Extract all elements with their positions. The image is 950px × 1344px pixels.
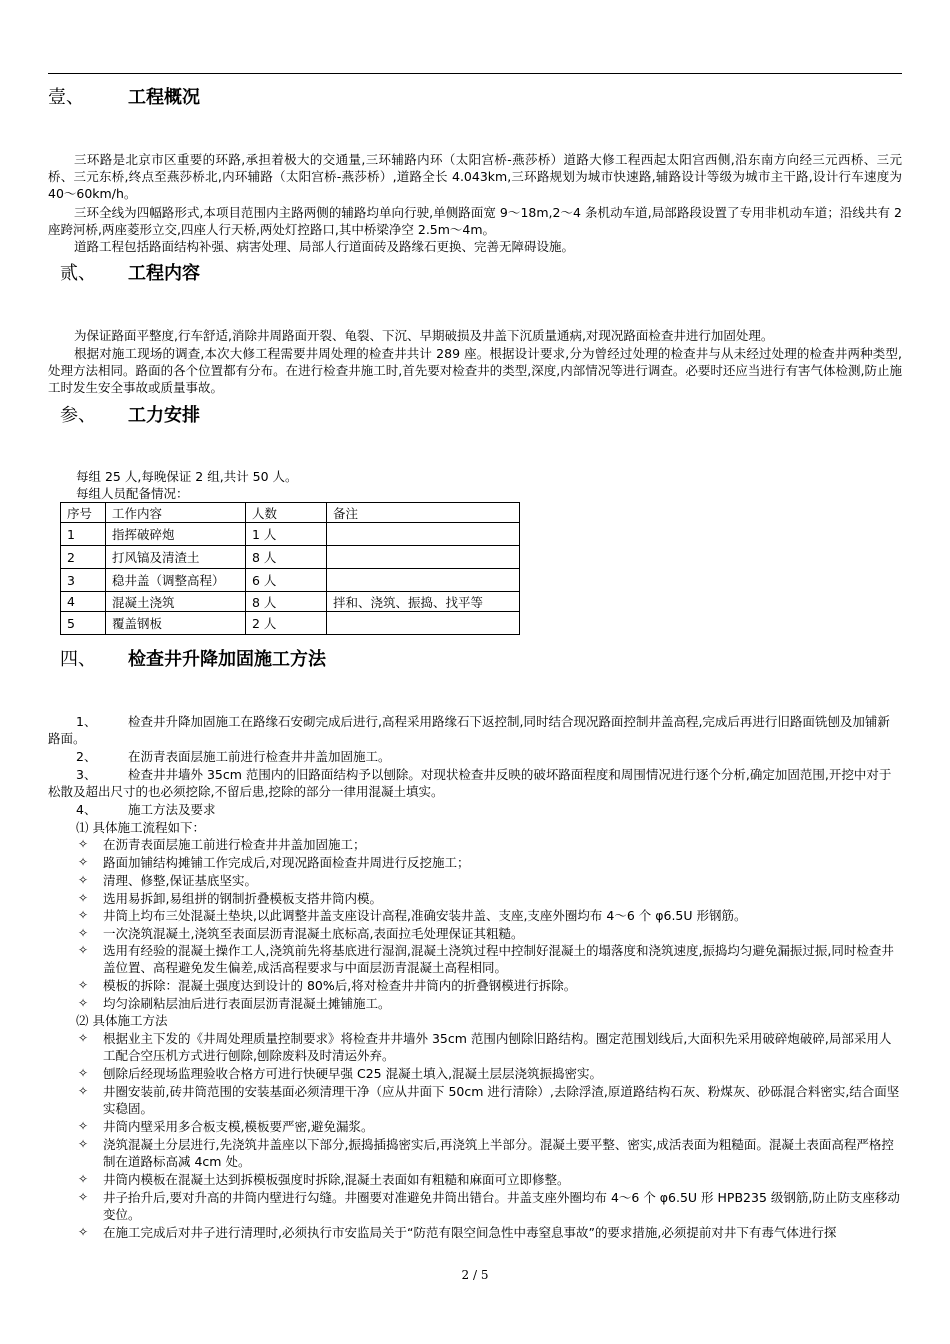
bullet-text: 井子抬升后,要对升高的井筒内壁进行勾缝。井圈要对准避免井筒出错台。井盖支座外圈均布 4～6 个 φ6.5U 形 HPB235 级钢筋,防止防支座移动变位。 <box>103 1190 900 1222</box>
bullet-text: 在沥青表面层施工前进行检查井井盖加固施工； <box>103 837 366 852</box>
paragraph: 三环全线为四幅路形式,本项目范围内主路两侧的辅路均单向行驶,单侧路面宽 9～18m,2～4 条机动车道,局部路段设置了专用非机动车道；沿线共有 2 座跨河桥,两座菱形立交,四座人行天桥,两处灯控路口,其中桥梁净空 2.5m～4m。 <box>48 205 902 237</box>
paragraph: 为保证路面平整度,行车舒适,消除井周路面开裂、龟裂、下沉、早期破损及井盖下沉质量通病,对现况路面检查井进行加固处理。 <box>74 328 774 343</box>
bullet-text: 选用易拆卸,易组拼的钢制折叠模板支搭井筒内模。 <box>103 891 382 906</box>
diamond-bullet-icon: ✧ <box>78 996 89 1010</box>
bullet-text: 在施工完成后对井子进行清理时,必须执行市安监局关于“防范有限空间急性中毒窒息事故”的要求措施,必须提前对井下有毒气体进行探 <box>103 1225 837 1240</box>
table-row <box>61 569 520 592</box>
staff-table <box>60 502 520 635</box>
table-row <box>61 546 520 569</box>
bullet-item <box>48 854 902 871</box>
list-number: 3、 <box>76 767 97 782</box>
bullet-text: 浇筑混凝土分层进行,先浇筑井盖座以下部分,振捣插捣密实后,再浇筑上半部分。混凝土要平整、密实,成活表面为粗糙面。混凝土表面高程严格控制在道路标高减 4cm 处。 <box>103 1137 894 1169</box>
diamond-bullet-icon: ✧ <box>78 1119 89 1133</box>
table-cell: 1 人 <box>246 523 327 546</box>
bullet-text: 刨除后经现场监理验收合格方可进行快硬早强 C25 混凝土填入,混凝土层层浇筑振捣密实。 <box>103 1066 603 1081</box>
table-cell: 1 <box>61 523 106 546</box>
section-number: 参、 <box>60 405 96 426</box>
paragraph: 三环路是北京市区重要的环路,承担着极大的交通量,三环辅路内环（太阳宫桥-燕莎桥）道路大修工程西起太阳宫西侧,沿东南方向经三元西桥、三元桥、三元东桥,终点至燕莎桥北,内环辅路（太阳宫桥-燕莎桥）,道路全长 4.043km,三环路规划为城市快速路,辅路设计等级为城市主干路,设计行车速度为 40～60km/h。 <box>48 152 902 201</box>
diamond-bullet-icon: ✧ <box>78 926 89 940</box>
bullet-item <box>48 836 902 853</box>
bullet-item <box>48 872 902 889</box>
list-number: 1、 <box>76 714 97 729</box>
table-cell: 拌和、浇筑、振捣、找平等 <box>327 592 520 612</box>
diamond-bullet-icon: ✧ <box>78 1031 89 1045</box>
bullet-item <box>48 1065 902 1082</box>
table-cell: 混凝土浇筑 <box>106 592 246 612</box>
diamond-bullet-icon: ✧ <box>78 1225 89 1239</box>
table-header-cell: 备注 <box>327 503 520 523</box>
list-text: 施工方法及要求 <box>128 802 216 817</box>
table-cell: 8 人 <box>246 592 327 612</box>
section-number: 贰、 <box>60 263 96 284</box>
list-text: 检查井升降加固施工在路缘石安砌完成后进行,高程采用路缘石下返控制,同时结合现况路面控制井盖高程,完成后再进行旧路面铣刨及加铺新路面。 <box>48 714 890 746</box>
diamond-bullet-icon: ✧ <box>78 891 89 905</box>
bullet-text: 井圈安装前,砖井筒范围的安装基面必须清理干净（应从井面下 50cm 进行清除）,去除浮渣,原道路结构石灰、粉煤灰、砂砾混合料密实,结合面坚实稳固。 <box>103 1084 900 1116</box>
table-cell: 8 人 <box>246 546 327 569</box>
diamond-bullet-icon: ✧ <box>78 1172 89 1186</box>
bullet-item <box>48 907 902 924</box>
bullet-text: 路面加铺结构摊铺工作完成后,对现况路面检查井周进行反挖施工； <box>103 855 470 870</box>
sub-heading: ⑵ 具体施工方法 <box>76 1013 168 1028</box>
header-rule <box>48 73 902 74</box>
bullet-item <box>48 1083 902 1117</box>
table-cell: 3 <box>61 569 106 592</box>
bullet-item <box>48 995 902 1012</box>
sub-heading: ⑴ 具体施工流程如下： <box>76 820 205 835</box>
table-cell: 稳井盖（调整高程） <box>106 569 246 592</box>
diamond-bullet-icon: ✧ <box>78 1084 89 1098</box>
bullet-item <box>48 1136 902 1170</box>
bullet-text: 选用有经验的混凝土操作工人,浇筑前先将基底进行湿润,混凝土浇筑过程中控制好混凝土的塌落度和浇筑速度,振捣均匀避免漏振过振,同时检查井盖位置、高程避免发生偏差,成活高程要求与中面层沥青混凝土高程相同。 <box>103 943 894 975</box>
bullet-item <box>48 925 902 942</box>
table-header-cell: 序号 <box>61 503 106 523</box>
bullet-item <box>48 942 902 976</box>
diamond-bullet-icon: ✧ <box>78 1066 89 1080</box>
diamond-bullet-icon: ✧ <box>78 978 89 992</box>
diamond-bullet-icon: ✧ <box>78 908 89 922</box>
list-text: 在沥青表面层施工前进行检查井井盖加固施工。 <box>128 749 391 764</box>
bullet-text: 井筒内模板在混凝土达到拆模板强度时拆除,混凝土表面如有粗糙和麻面可立即修整。 <box>103 1172 570 1187</box>
list-number: 2、 <box>76 749 97 764</box>
diamond-bullet-icon: ✧ <box>78 855 89 869</box>
bullet-text: 模板的拆除：混凝土强度达到设计的 80%后,将对检查井井筒内的折叠钢模进行拆除。 <box>103 978 577 993</box>
list-item <box>48 766 902 800</box>
list-number: 4、 <box>76 802 97 817</box>
diamond-bullet-icon: ✧ <box>78 837 89 851</box>
table-cell <box>327 523 520 546</box>
bullet-item <box>48 1030 902 1064</box>
page-number: 2 / 5 <box>461 1268 489 1282</box>
table-header-cell: 人数 <box>246 503 327 523</box>
table-cell: 2 <box>61 546 106 569</box>
table-header-row <box>61 503 520 523</box>
table-cell <box>327 612 520 635</box>
diamond-bullet-icon: ✧ <box>78 1190 89 1204</box>
section-title: 工力安排 <box>128 405 200 426</box>
list-item <box>48 801 902 818</box>
list-item <box>48 713 902 747</box>
paragraph: 道路工程包括路面结构补强、病害处理、局部人行道面砖及路缘石更换、完善无障碍设施。 <box>74 239 575 254</box>
bullet-item <box>48 890 902 907</box>
table-cell: 覆盖钢板 <box>106 612 246 635</box>
diamond-bullet-icon: ✧ <box>78 1137 89 1151</box>
bullet-text: 一次浇筑混凝土,浇筑至表面层沥青混凝土底标高,表面拉毛处理保证其粗糙。 <box>103 926 524 941</box>
table-cell <box>327 546 520 569</box>
table-cell: 打风镐及清渣土 <box>106 546 246 569</box>
list-item <box>48 748 902 765</box>
bullet-item <box>48 1189 902 1223</box>
staff-config-label: 每组人员配备情况： <box>76 486 189 501</box>
table-cell: 4 <box>61 592 106 612</box>
staff-summary: 每组 25 人,每晚保证 2 组,共计 50 人。 <box>76 469 298 484</box>
section-title: 工程内容 <box>128 263 200 284</box>
list-text: 检查井井墙外 35cm 范围内的旧路面结构予以刨除。对现状检查井反映的破坏路面程度和周围情况进行逐个分析,确定加固范围,开挖中对于松散及超出尺寸的也必须挖除,不留后患,挖除的部分一律用混凝土填实。 <box>48 767 892 799</box>
bullet-text: 清理、修整,保证基底坚实。 <box>103 873 257 888</box>
bullet-text: 均匀涂刷粘层油后进行表面层沥青混凝土摊铺施工。 <box>103 996 391 1011</box>
table-cell: 指挥破碎炮 <box>106 523 246 546</box>
table-row <box>61 592 520 612</box>
table-row <box>61 523 520 546</box>
table-cell: 6 人 <box>246 569 327 592</box>
table-cell: 2 人 <box>246 612 327 635</box>
table-row <box>61 612 520 635</box>
section-title: 工程概况 <box>128 87 200 108</box>
section-number: 四、 <box>60 649 96 670</box>
bullet-text: 根据业主下发的《井周处理质量控制要求》将检查井井墙外 35cm 范围内刨除旧路结构。圈定范围划线后,大面积先采用破碎炮破碎,局部采用人工配合空压机方式进行刨除,刨除废料及时清运外弃。 <box>103 1031 892 1063</box>
diamond-bullet-icon: ✧ <box>78 873 89 887</box>
section-title: 检查井升降加固施工方法 <box>128 649 326 670</box>
bullet-text: 井筒内壁采用多合板支模,模板要严密,避免漏浆。 <box>103 1119 374 1134</box>
bullet-item <box>48 1118 902 1135</box>
bullet-text: 井筒上均布三处混凝土垫块,以此调整井盖支座设计高程,准确安装井盖、支座,支座外圈均布 4～6 个 φ6.5U 形钢筋。 <box>103 908 747 923</box>
diamond-bullet-icon: ✧ <box>78 943 89 957</box>
table-header-cell: 工作内容 <box>106 503 246 523</box>
section-number: 壹、 <box>48 87 84 108</box>
table-cell <box>327 569 520 592</box>
paragraph: 根据对施工现场的调查,本次大修工程需要井周处理的检查井共计 289 座。根据设计要求,分为曾经过处理的检查井与从未经过处理的检查井两种类型,处理方法相同。路面的各个位置都有分布。在进行检查井施工时,首先要对检查井的类型,深度,内部情况等进行调查。必要时还应当进行有害气体检测,防止施工时发生安全事故或质量事故。 <box>48 346 902 395</box>
table-cell: 5 <box>61 612 106 635</box>
bullet-item <box>48 1171 902 1188</box>
bullet-item <box>48 977 902 994</box>
bullet-item <box>48 1224 902 1241</box>
